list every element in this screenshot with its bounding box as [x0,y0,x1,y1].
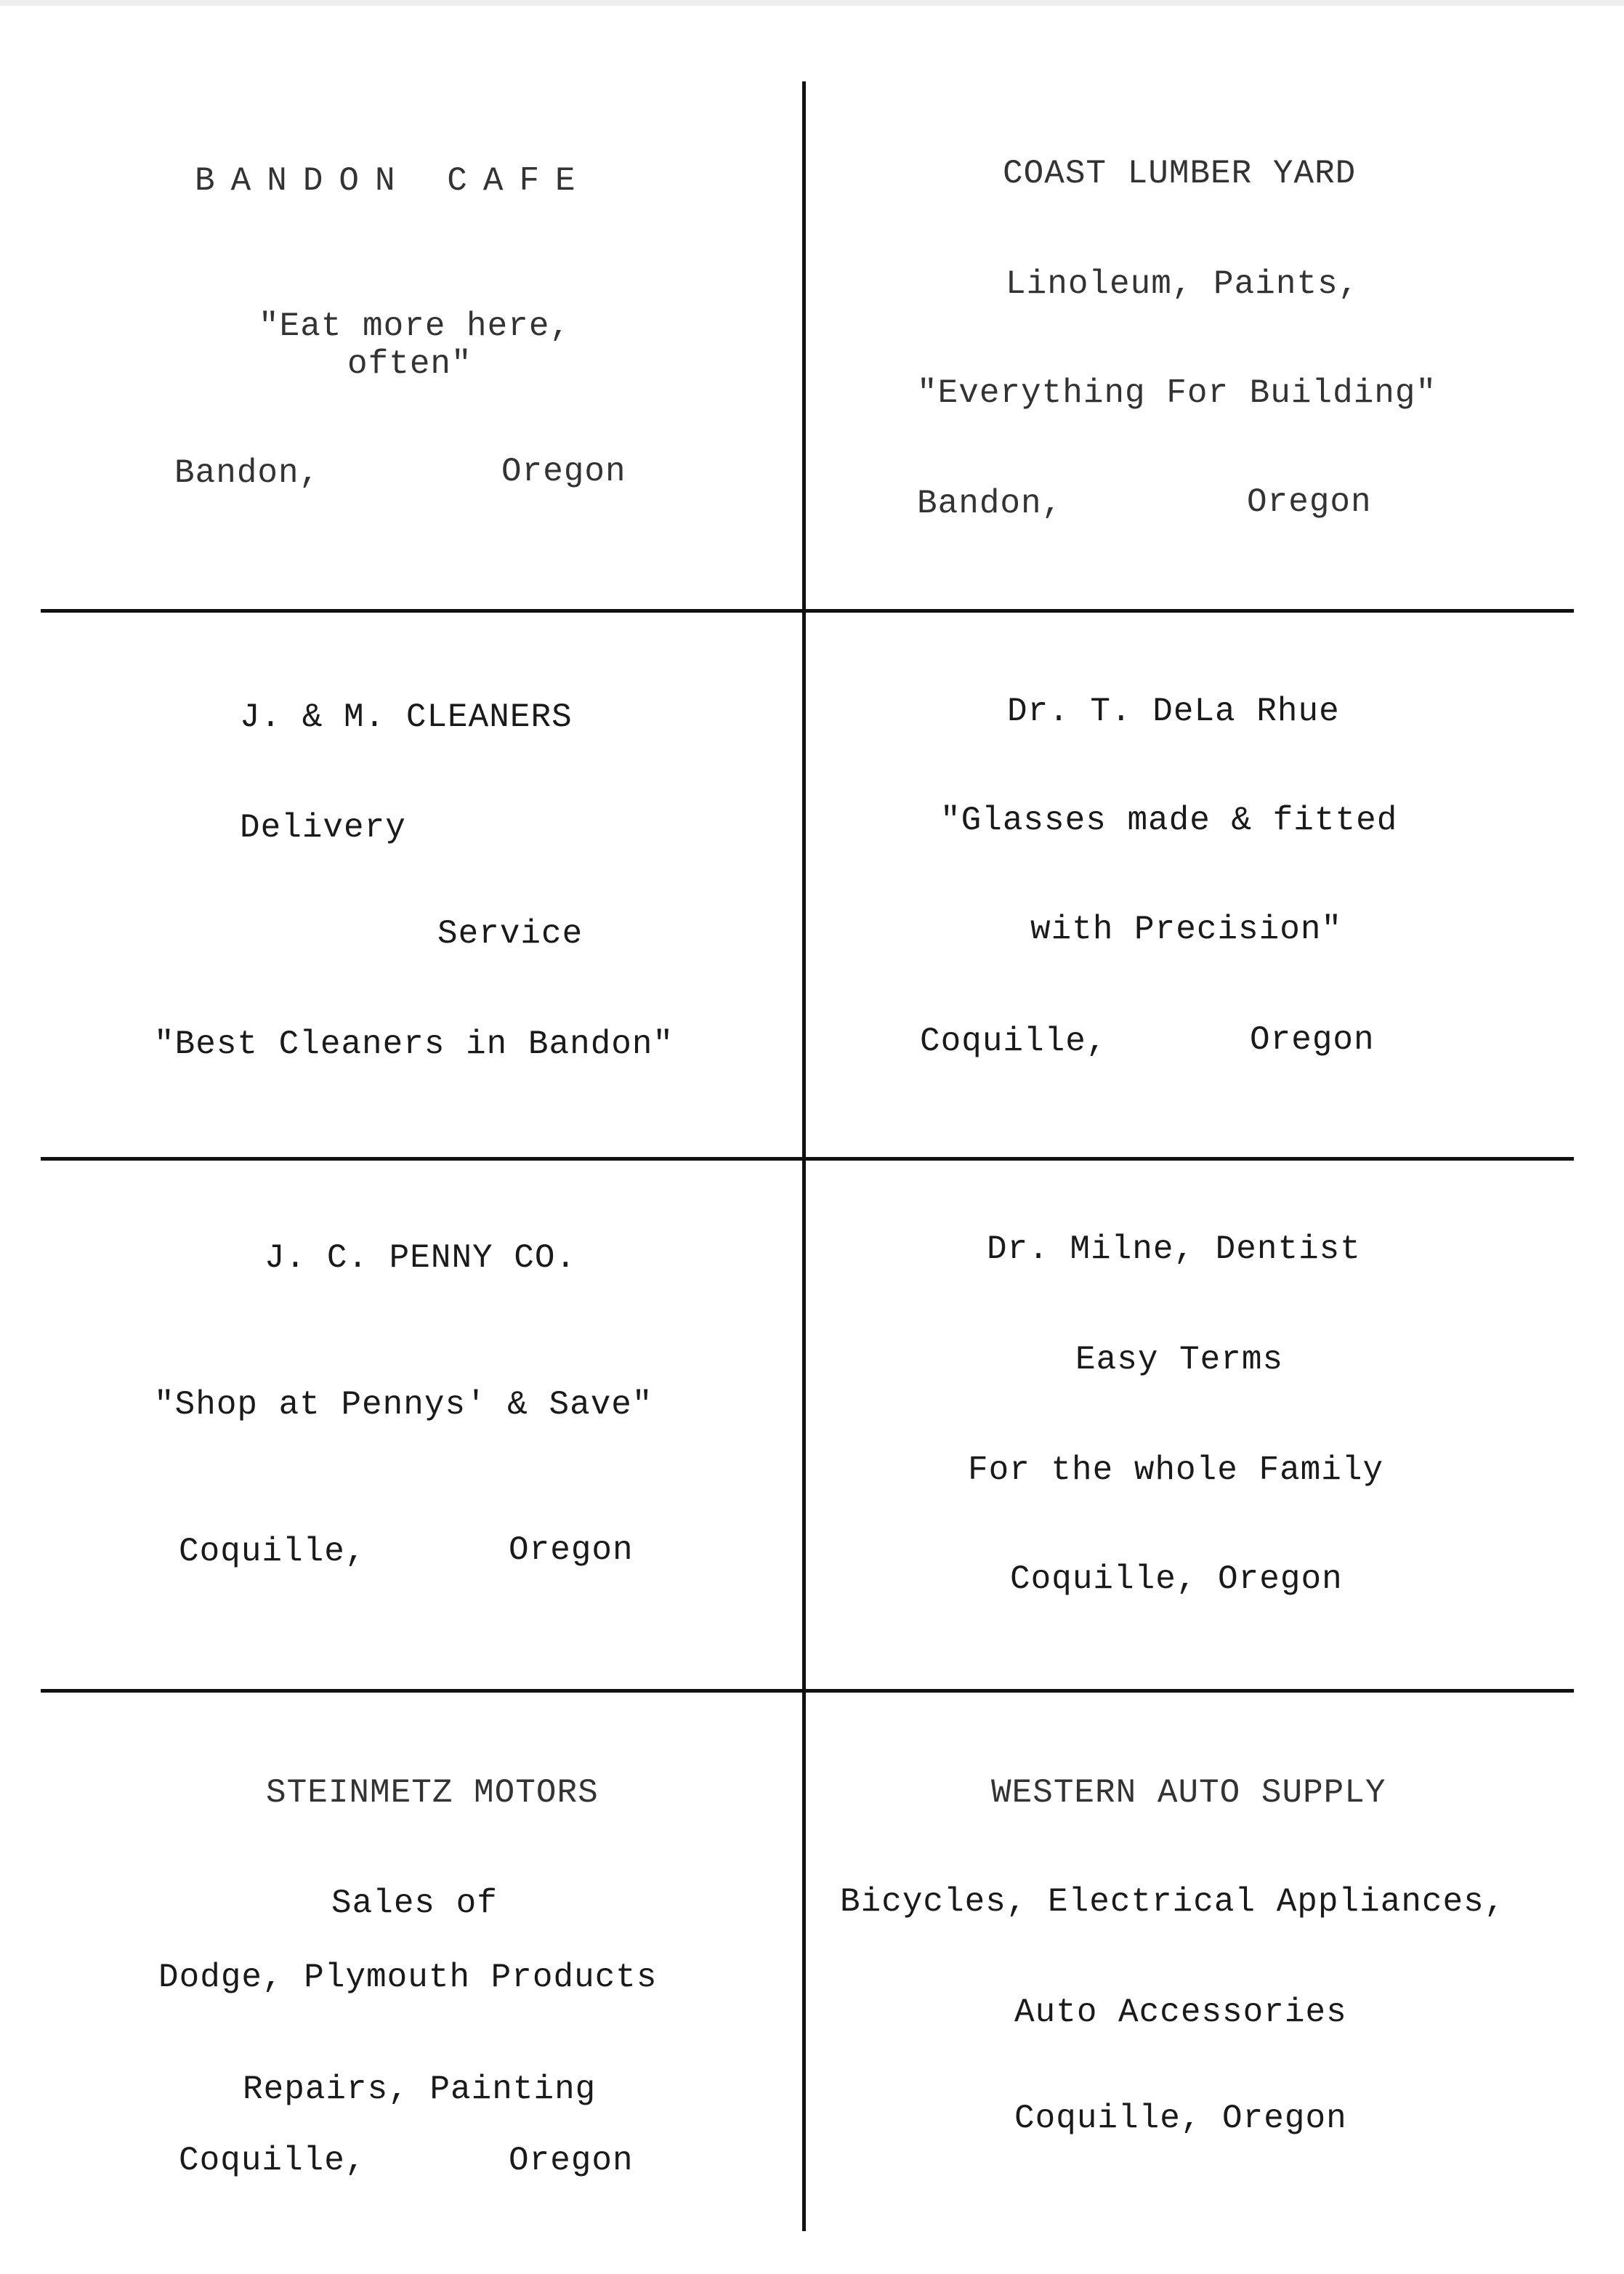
ad-state: Oregon [1250,1021,1375,1059]
ad-title: BANDON CAFE [195,162,591,200]
ad-line-2: Dodge, Plymouth Products [158,1959,658,1996]
ad-title: Dr. Milne, Dentist [987,1230,1361,1268]
ad-title: COAST LUMBER YARD [1003,155,1357,193]
ad-state: Oregon [1247,483,1372,521]
ad-line-1: Sales of [331,1884,498,1922]
ad-line-2: Auto Accessories [1014,1993,1347,2031]
ad-state: Oregon [501,453,626,491]
ad-city: Bandon, [917,485,1063,523]
ad-slogan-line-1: "Glasses made & fitted [940,802,1398,839]
ad-line-3: Repairs, Painting [243,2071,597,2108]
ad-city: Coquille, [179,1533,366,1571]
page-edge [0,0,1624,6]
ad-line-2: For the whole Family [968,1451,1384,1489]
ad-title: J. & M. CLEANERS [240,698,573,736]
ad-address: Coquille, Oregon [1010,1560,1343,1598]
ad-line-1: Linoleum, Paints, [1006,265,1360,303]
ad-state: Oregon [509,2142,634,2180]
ad-slogan: "Everything For Building" [917,374,1437,412]
horizontal-divider-3 [41,1689,1574,1693]
ad-line-1: Bicycles, Electrical Appliances, [840,1883,1506,1921]
ad-slogan-line-2: with Precision" [1030,911,1343,948]
ad-city: Coquille, [920,1023,1107,1060]
ad-title: STEINMETZ MOTORS [266,1774,599,1812]
ad-line-2: Service [437,915,583,953]
ad-title: WESTERN AUTO SUPPLY [991,1774,1386,1812]
vertical-divider [802,81,806,2231]
ad-city: Bandon, [174,454,320,492]
horizontal-divider-2 [41,1157,1574,1161]
horizontal-divider-1 [41,609,1574,613]
ad-address: Coquille, Oregon [1014,2100,1347,2137]
ad-line-1: Easy Terms [1075,1341,1284,1379]
ad-slogan-line-2: often" [347,345,472,383]
ad-slogan: "Best Cleaners in Bandon" [154,1025,674,1063]
ad-slogan-line-1: "Eat more here, [259,307,571,345]
ad-line-1: Delivery [240,809,406,847]
ad-city: Coquille, [179,2142,366,2180]
ad-title: J. C. PENNY CO. [264,1239,577,1277]
ad-title: Dr. T. DeLa Rhue [1007,693,1340,730]
ad-slogan: "Shop at Pennys' & Save" [154,1386,653,1424]
ad-state: Oregon [509,1531,634,1569]
